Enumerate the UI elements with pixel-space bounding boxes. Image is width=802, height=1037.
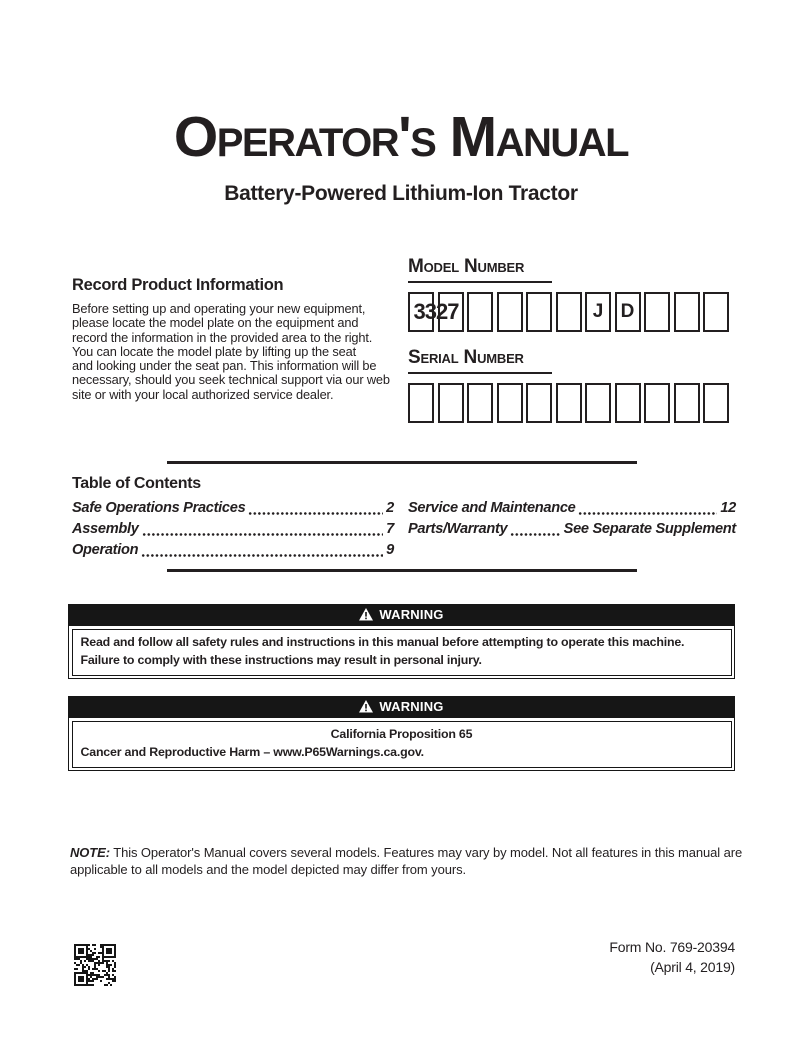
page-title: Operator's Manual — [173, 105, 629, 169]
prop65-text: Cancer and Reproductive Harm – www.P65Warnings.ca.gov. — [80, 744, 424, 759]
note-label: NOTE: — [70, 845, 110, 860]
divider-line-top — [167, 461, 637, 464]
toc-entry — [72, 519, 394, 540]
model-box — [497, 292, 523, 332]
model-box: D — [615, 292, 641, 332]
record-product-text-line: site or with your local authorized service dealer. — [72, 386, 334, 402]
toc-entry-title: Operation — [72, 542, 139, 558]
models-note — [70, 845, 748, 878]
serial-box — [615, 383, 641, 423]
toc-entry — [408, 498, 736, 519]
serial-box — [438, 383, 464, 423]
toc-heading: Table of Contents — [72, 475, 201, 492]
warning-header-label: WARNING — [379, 607, 444, 622]
model-box — [526, 292, 552, 332]
table-of-contents — [72, 475, 736, 561]
form-info — [609, 938, 735, 977]
record-product-heading: Record Product Information — [72, 276, 284, 294]
product-numbers-block — [408, 256, 748, 423]
divider-line-bottom — [167, 569, 637, 572]
warning-triangle-icon — [359, 700, 373, 713]
model-number-boxes — [408, 292, 748, 332]
model-number-prefix: 3327 — [413, 299, 459, 324]
model-box — [408, 292, 434, 332]
model-box — [703, 292, 729, 332]
toc-dot-leader — [141, 553, 383, 558]
record-product-info — [72, 276, 408, 402]
model-box — [467, 292, 493, 332]
serial-box — [408, 383, 434, 423]
toc-dot-leader — [578, 511, 717, 516]
toc-entry-title: Service and Maintenance — [408, 500, 576, 516]
serial-box — [644, 383, 670, 423]
form-number: Form No. 769-20394 — [609, 939, 735, 955]
warning-text-line: Read and follow all safety rules and instructions in this manual before attempting to operate this machine. — [80, 634, 685, 649]
toc-dot-leader — [142, 532, 384, 537]
record-product-text-line: and looking under the seat pan. This information will be — [72, 358, 377, 374]
prop65-subheading: California Proposition 65 — [330, 726, 473, 741]
record-product-text-line: necessary, should you seek technical support via our web — [72, 372, 390, 388]
warning-header — [69, 605, 734, 626]
note-text: This Operator's Manual covers several models. Features may vary by model. Not all features in this manual are applicable to all models and the model depicted may differ from yours. — [70, 845, 743, 877]
serial-box — [703, 383, 729, 423]
serial-box — [467, 383, 493, 423]
toc-entry-page: See Separate Supplement — [563, 521, 736, 537]
model-box: J — [585, 292, 611, 332]
serial-number-boxes — [408, 383, 748, 423]
toc-entry-page: 2 — [386, 500, 394, 516]
serial-number-label: Serial Number — [408, 347, 552, 374]
toc-entry-page: 7 — [386, 521, 394, 537]
toc-entry-title: Assembly — [72, 521, 139, 537]
record-product-text-line: Before setting up and operating your new equipment, — [72, 301, 366, 316]
toc-entry — [408, 519, 736, 540]
toc-entry — [72, 540, 394, 561]
model-box — [644, 292, 670, 332]
serial-box — [585, 383, 611, 423]
toc-entry-page: 9 — [386, 542, 394, 558]
warning-header — [69, 697, 734, 718]
toc-entry — [72, 498, 394, 519]
model-number-label: Model Number — [408, 256, 552, 283]
warning-header-label: WARNING — [379, 699, 444, 714]
qr-code — [74, 944, 116, 986]
toc-dot-leader — [510, 532, 560, 537]
serial-box — [497, 383, 523, 423]
toc-entry-title: Parts/Warranty — [408, 521, 508, 537]
warning-triangle-icon — [359, 608, 373, 621]
record-product-text-line: record the information in the provided area to the right. — [72, 329, 373, 345]
warning-box-safety — [68, 604, 735, 679]
serial-box — [674, 383, 700, 423]
model-box — [438, 292, 464, 332]
warning-text-line: Failure to comply with these instructions may result in personal injury. — [80, 652, 482, 667]
serial-box — [556, 383, 582, 423]
page-subtitle: Battery-Powered Lithium-Ion Tractor — [224, 182, 578, 205]
record-product-text-line: You can locate the model plate by lifting up the seat — [72, 343, 356, 359]
title-block — [0, 106, 802, 206]
toc-dot-leader — [248, 511, 383, 516]
form-date: (April 4, 2019) — [650, 958, 735, 975]
model-box — [674, 292, 700, 332]
toc-entry-page: 12 — [720, 500, 736, 516]
record-product-text-line: please locate the model plate on the equipment and — [72, 315, 359, 331]
serial-box — [526, 383, 552, 423]
warning-box-prop65 — [68, 696, 735, 771]
model-box — [556, 292, 582, 332]
toc-entry-title: Safe Operations Practices — [72, 500, 246, 516]
